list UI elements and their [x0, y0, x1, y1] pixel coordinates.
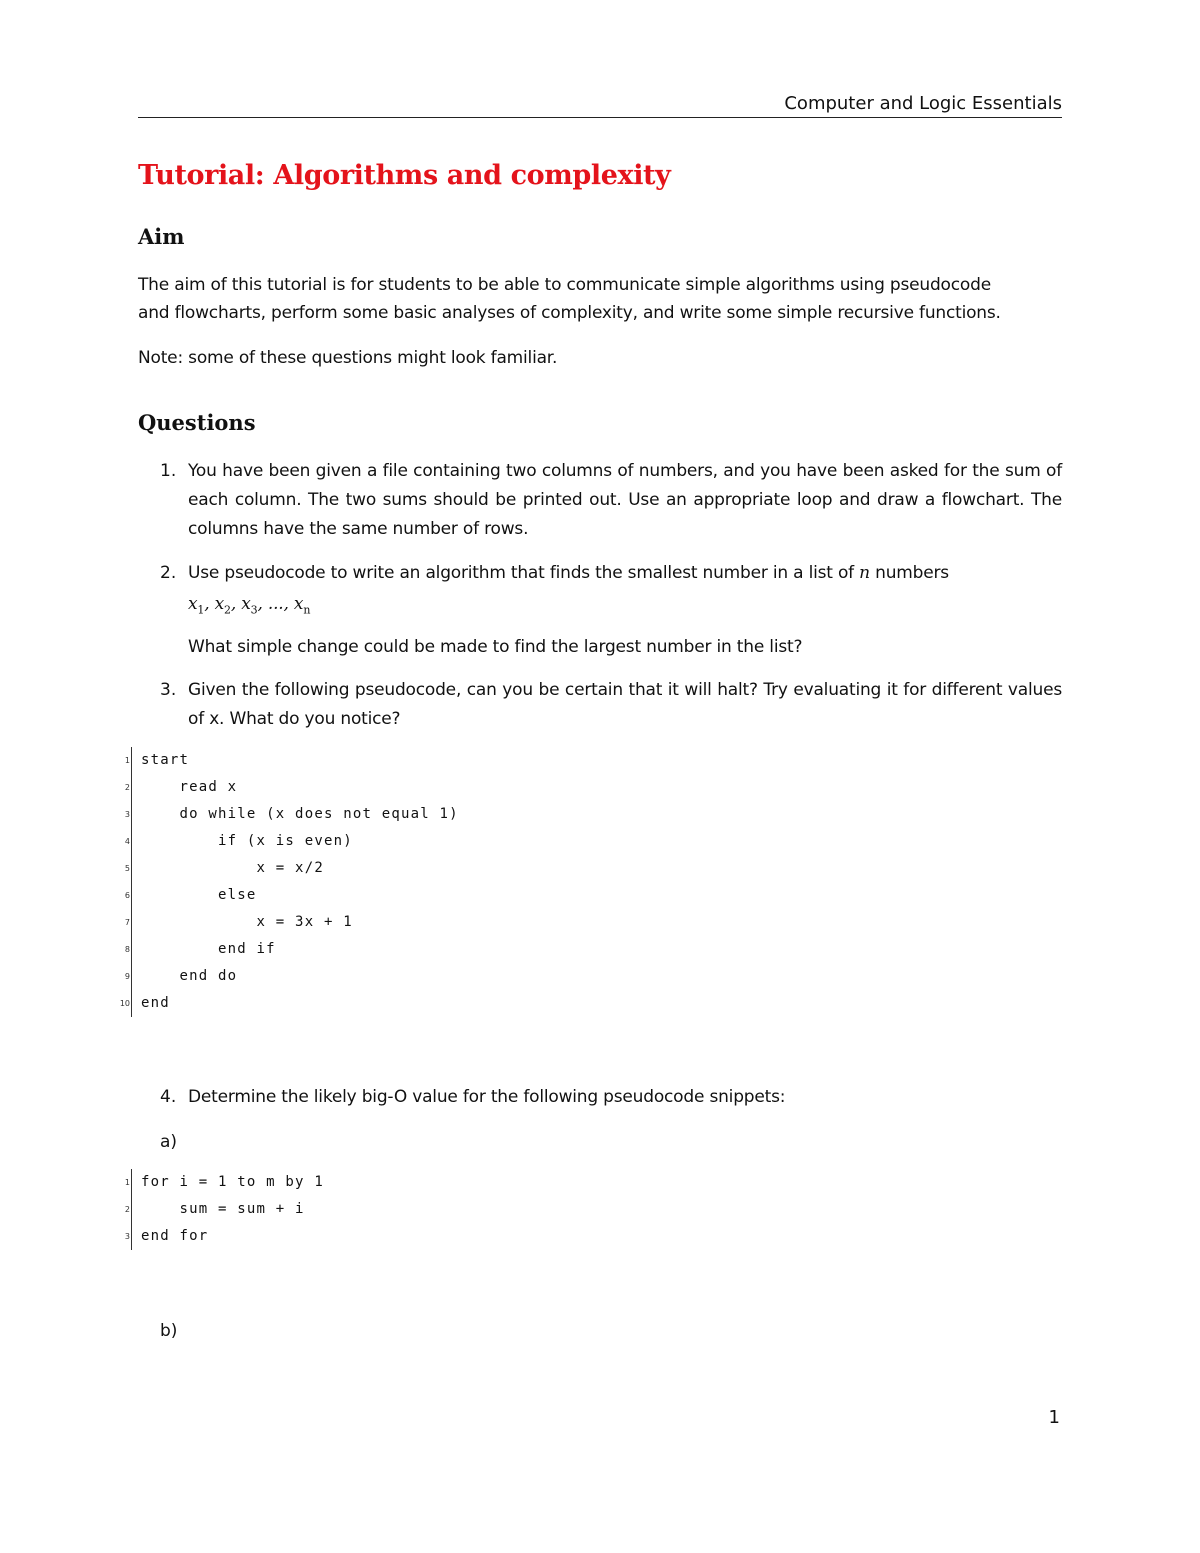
- code-gutter-rule: [131, 1169, 132, 1196]
- code-text: for i = 1 to m by 1: [141, 1174, 324, 1190]
- code-gutter-rule: [131, 909, 132, 936]
- line-number: 2: [124, 1205, 130, 1214]
- sequence-x3: $x_3$: [241, 594, 258, 617]
- code-gutter-rule: [131, 747, 132, 774]
- aim-line-2: and flowcharts, perform some basic analyses of complexity, and write some simple recursive functions.: [138, 303, 1001, 323]
- line-number: 3: [124, 1232, 130, 1241]
- sequence-x1: $x_1$: [188, 594, 205, 617]
- code-gutter-rule: [131, 936, 132, 963]
- code-text: end if: [141, 941, 276, 957]
- line-number: 8: [124, 945, 130, 954]
- question-1-text: You have been given a file containing two columns of numbers, and you have been asked for the sum of each column. The two sums should be printed out. Use an appropriate loop and draw a flowchart. The columns have the same number of rows.: [188, 461, 1062, 539]
- aim-note: Note: some of these questions might look familiar.: [138, 348, 558, 368]
- code-text: x = x/2: [141, 860, 324, 876]
- line-number: 6: [124, 891, 130, 900]
- line-number: 4: [124, 837, 130, 846]
- part-b-label: b): [160, 1321, 178, 1341]
- line-number: 3: [124, 810, 130, 819]
- code-gutter-rule: [131, 882, 132, 909]
- code-gutter-rule: [131, 1196, 132, 1223]
- variable-n: n: [859, 563, 870, 583]
- question-3-number: 3.: [160, 680, 177, 700]
- line-number: 7: [124, 918, 130, 927]
- code-gutter-rule: [131, 774, 132, 801]
- line-number: 1: [124, 1178, 130, 1187]
- code-text: end for: [141, 1228, 209, 1244]
- code-gutter-rule: [131, 855, 132, 882]
- line-number: 1: [124, 756, 130, 765]
- line-number: 5: [124, 864, 130, 873]
- aim-line-1: The aim of this tutorial is for students to be able to communicate simple algorithms using pseudocode: [138, 275, 991, 295]
- code-text: x = 3x + 1: [141, 914, 353, 930]
- header-rule: [138, 117, 1062, 118]
- code-gutter-rule: [131, 990, 132, 1017]
- question-3-text: Given the following pseudocode, can you be certain that it will halt? Try evaluating it for different values of x. What do you notice?: [188, 680, 1062, 729]
- code-text: else: [141, 887, 257, 903]
- aim-heading: Aim: [138, 224, 185, 249]
- document-title: Tutorial: Algorithms and complexity: [138, 160, 671, 191]
- code-text: if (x is even): [141, 833, 353, 849]
- question-2-number: 2.: [160, 563, 177, 583]
- code-text: do while (x does not equal 1): [141, 806, 459, 822]
- question-4-text: Determine the likely big-O value for the following pseudocode snippets:: [188, 1087, 786, 1107]
- code-text: end: [141, 995, 170, 1011]
- page-number: 1: [1048, 1407, 1060, 1428]
- running-header: Computer and Logic Essentials: [784, 93, 1062, 114]
- questions-heading: Questions: [138, 410, 256, 435]
- question-2-text: [188, 559, 1062, 588]
- code-gutter-rule: [131, 828, 132, 855]
- question-1-number: 1.: [160, 461, 177, 481]
- code-gutter-rule: [131, 1223, 132, 1250]
- line-number: 10: [119, 999, 130, 1008]
- question-2-followup: What simple change could be made to find the largest number in the list?: [188, 637, 803, 657]
- code-text: sum = sum + i: [141, 1201, 305, 1217]
- line-number: 2: [124, 783, 130, 792]
- code-text: start: [141, 752, 190, 768]
- code-text: end do: [141, 968, 238, 984]
- code-text: read x: [141, 779, 238, 795]
- question-4-number: 4.: [160, 1087, 177, 1107]
- question-2-text-start: Use pseudocode to write an algorithm that finds the smallest number in a list of: [188, 563, 860, 583]
- code-gutter-rule: [131, 801, 132, 828]
- sequence-x2: $x_2$: [214, 594, 231, 617]
- sequence-dots: ...: [267, 594, 284, 614]
- part-a-label: a): [160, 1132, 178, 1152]
- sequence-xn: $x_n$: [293, 594, 311, 617]
- question-2-text-end: numbers: [869, 563, 949, 583]
- code-gutter-rule: [131, 963, 132, 990]
- line-number: 9: [124, 972, 130, 981]
- question-2-sequence: $x_1$, $x_2$, $x_3$, ..., $x_n$: [188, 594, 311, 617]
